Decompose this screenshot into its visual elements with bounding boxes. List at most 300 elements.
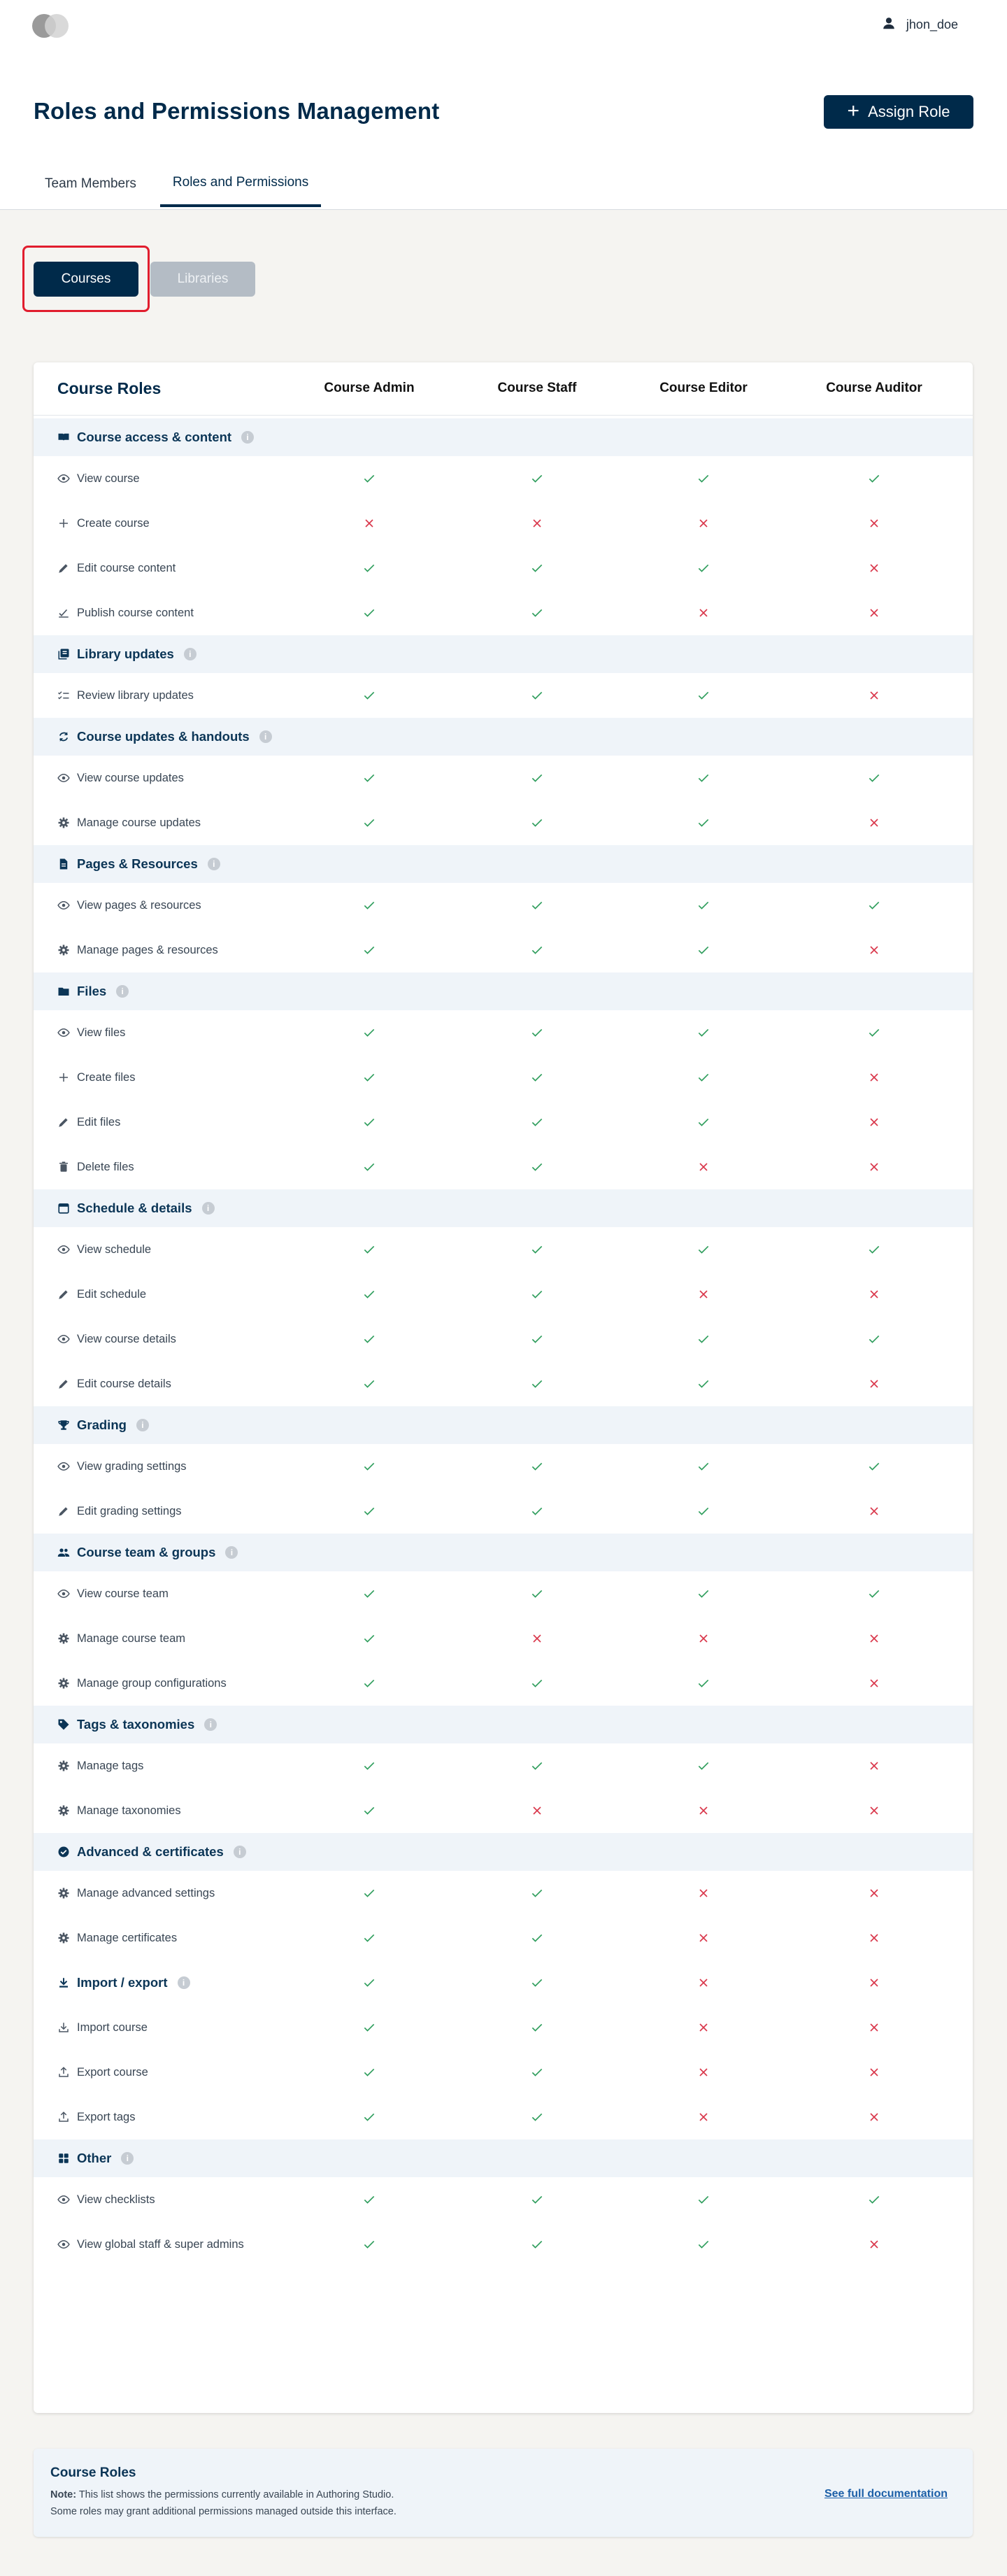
check-icon	[523, 756, 551, 800]
permission-text: Create files	[77, 1070, 136, 1084]
permission-label	[57, 1661, 227, 1706]
permission-row	[34, 800, 973, 845]
check-icon	[523, 2222, 551, 2267]
check-icon	[860, 1571, 888, 1616]
check-icon	[523, 1100, 551, 1145]
check-icon	[355, 1571, 383, 1616]
cross-icon	[860, 546, 888, 590]
table-header	[34, 362, 973, 416]
cross-icon	[860, 1145, 888, 1189]
permission-label	[57, 1227, 151, 1272]
check-icon	[355, 800, 383, 845]
permission-text: Review library updates	[77, 688, 194, 702]
category-text: Schedule & details	[77, 1201, 192, 1215]
check-icon	[690, 2222, 717, 2267]
permission-label	[57, 590, 194, 635]
check-icon	[355, 756, 383, 800]
calendar-icon	[57, 1202, 70, 1215]
assign-role-button[interactable]	[824, 95, 973, 129]
permission-label	[57, 928, 218, 972]
export-icon	[57, 2066, 70, 2079]
check-icon	[523, 1361, 551, 1406]
check-icon	[523, 2095, 551, 2139]
cross-icon	[860, 2095, 888, 2139]
permissions-table	[34, 362, 973, 2413]
permission-text: View course updates	[77, 771, 184, 784]
permission-row	[34, 2005, 973, 2050]
check-icon	[355, 456, 383, 501]
logo[interactable]	[32, 14, 71, 36]
check-icon	[523, 1272, 551, 1317]
permission-text: Manage course team	[77, 1632, 186, 1645]
permission-row	[34, 546, 973, 590]
check-icon	[523, 1227, 551, 1272]
cross-icon	[860, 1272, 888, 1317]
user-menu[interactable]	[881, 15, 958, 34]
library-icon	[57, 648, 70, 660]
cross-icon	[860, 1100, 888, 1145]
permission-row	[34, 2095, 973, 2139]
tab-roles-and-permissions[interactable]: Roles and Permissions	[160, 161, 321, 207]
check-icon	[860, 456, 888, 501]
category-text: Files	[77, 984, 107, 998]
category-text: Pages & Resources	[77, 856, 198, 871]
category-text: Course team & groups	[77, 1545, 216, 1559]
check-icon	[690, 756, 717, 800]
cross-icon	[690, 1788, 717, 1833]
check-icon	[690, 928, 717, 972]
permission-row	[34, 1743, 973, 1788]
eye-icon	[57, 2238, 70, 2251]
permission-label	[57, 1361, 171, 1406]
cross-icon	[860, 1788, 888, 1833]
check-icon	[690, 1055, 717, 1100]
category-label	[57, 718, 272, 756]
check-icon	[690, 1010, 717, 1055]
permission-row	[34, 1361, 973, 1406]
permission-label	[57, 673, 194, 718]
permission-text: Import course	[77, 2021, 148, 2034]
permission-text: Manage course updates	[77, 816, 201, 829]
permission-row	[34, 883, 973, 928]
check-icon	[690, 1743, 717, 1788]
note-text-1: This list shows the permissions currently available in Authoring Studio.	[76, 2489, 394, 2500]
check-icon	[523, 1571, 551, 1616]
documentation-link[interactable]: See full documentation	[824, 2488, 948, 2500]
info-icon[interactable]: i	[184, 648, 197, 660]
permission-label	[57, 1010, 125, 1055]
column-header-course-editor: Course Editor	[659, 381, 748, 395]
category-label	[57, 418, 254, 456]
cross-icon	[860, 928, 888, 972]
permission-text: Edit course details	[77, 1377, 171, 1390]
eye-icon	[57, 899, 70, 912]
check-icon	[523, 1444, 551, 1489]
info-icon[interactable]: i	[208, 858, 220, 870]
check-icon	[523, 1317, 551, 1361]
cross-icon	[690, 1145, 717, 1189]
check-icon	[355, 1871, 383, 1916]
permission-label	[57, 1145, 134, 1189]
permission-label	[57, 1916, 177, 1960]
check-icon	[523, 2005, 551, 2050]
category-text: Grading	[77, 1417, 127, 1432]
check-icon	[355, 1361, 383, 1406]
category-row	[34, 418, 973, 456]
permission-text: Manage tags	[77, 1759, 144, 1772]
permission-row	[34, 1916, 973, 1960]
permission-row	[34, 1616, 973, 1661]
gear-icon	[57, 1804, 70, 1817]
category-row	[34, 972, 973, 1010]
column-header-course-staff: Course Staff	[497, 381, 577, 395]
check-icon	[690, 800, 717, 845]
permission-label	[57, 756, 184, 800]
permission-text: View course details	[77, 1332, 176, 1345]
cross-icon	[860, 2050, 888, 2095]
column-header-course-auditor: Course Auditor	[826, 381, 922, 395]
permission-text: View course team	[77, 1587, 169, 1600]
check-icon	[355, 1661, 383, 1706]
permission-text: Manage certificates	[77, 1931, 178, 1944]
plus-icon	[57, 1071, 70, 1084]
document-icon	[57, 858, 70, 870]
cross-icon	[690, 1916, 717, 1960]
cross-icon	[860, 800, 888, 845]
user-icon	[881, 15, 897, 34]
permission-row	[34, 1010, 973, 1055]
check-icon	[860, 756, 888, 800]
check-icon	[355, 1444, 383, 1489]
permission-label	[57, 456, 140, 501]
permission-text: Create course	[77, 516, 150, 530]
cross-icon	[860, 501, 888, 546]
courses-toggle-button[interactable]: Courses	[34, 262, 138, 297]
check-icon	[355, 546, 383, 590]
check-icon	[690, 883, 717, 928]
check-icon	[355, 1489, 383, 1534]
cross-icon	[860, 2005, 888, 2050]
permission-text: Edit course content	[77, 561, 176, 574]
check-icon	[523, 456, 551, 501]
info-note	[34, 2449, 973, 2537]
category-row	[34, 1833, 973, 1871]
permission-text: Delete files	[77, 1160, 134, 1173]
export-icon	[57, 2111, 70, 2123]
permission-text: View checklists	[77, 2193, 155, 2206]
check-icon	[523, 590, 551, 635]
permission-text: View schedule	[77, 1243, 152, 1256]
check-icon	[355, 2222, 383, 2267]
check-icon	[355, 2095, 383, 2139]
permission-label	[57, 1616, 185, 1661]
cross-icon	[860, 1489, 888, 1534]
info-icon[interactable]: i	[178, 1976, 190, 1989]
check-icon	[523, 1489, 551, 1534]
category-row	[34, 1706, 973, 1743]
category-text: Course updates & handouts	[77, 729, 250, 744]
permission-row	[34, 456, 973, 501]
top-header	[0, 0, 1007, 210]
permission-label	[57, 1444, 187, 1489]
permission-label	[57, 2222, 244, 2267]
permission-row	[34, 1871, 973, 1916]
check-icon	[355, 1788, 383, 1833]
category-label	[57, 845, 220, 883]
check-icon	[523, 1145, 551, 1189]
permission-text: Import / export	[77, 1975, 168, 1990]
permission-label	[57, 1272, 146, 1317]
permission-row	[34, 2222, 973, 2267]
eye-icon	[57, 1026, 70, 1039]
check-icon	[355, 1960, 383, 2005]
check-icon	[355, 1010, 383, 1055]
check-icon	[523, 800, 551, 845]
checklist-icon	[57, 689, 70, 702]
folder-icon	[57, 985, 70, 998]
grid-icon	[57, 2152, 70, 2165]
pencil-icon	[57, 1288, 70, 1301]
cross-icon	[860, 2222, 888, 2267]
page-title: Roles and Permissions Management	[34, 98, 440, 124]
cross-icon	[860, 1916, 888, 1960]
permission-row	[34, 1317, 973, 1361]
permission-label	[57, 2050, 148, 2095]
cross-icon	[860, 1743, 888, 1788]
permission-label	[57, 546, 176, 590]
check-icon	[690, 1489, 717, 1534]
check-icon	[355, 928, 383, 972]
pencil-icon	[57, 1116, 70, 1128]
permission-label	[57, 1960, 190, 2005]
category-row	[34, 718, 973, 756]
check-icon	[355, 1743, 383, 1788]
plus-icon	[57, 517, 70, 530]
cross-icon	[860, 590, 888, 635]
eye-icon	[57, 2193, 70, 2206]
cross-icon	[690, 2005, 717, 2050]
info-icon[interactable]: i	[204, 1718, 217, 1731]
permission-label	[57, 1571, 169, 1616]
check-icon	[860, 1010, 888, 1055]
permission-text: View pages & resources	[77, 898, 201, 912]
info-icon[interactable]: i	[121, 2152, 134, 2165]
check-icon	[355, 2005, 383, 2050]
assign-role-label: Assign Role	[868, 103, 950, 120]
permission-label	[57, 2005, 148, 2050]
check-icon	[355, 1145, 383, 1189]
permission-text: Edit grading settings	[77, 1504, 182, 1517]
category-row	[34, 1189, 973, 1227]
cross-icon	[690, 2050, 717, 2095]
check-icon	[690, 546, 717, 590]
category-label	[57, 1706, 217, 1743]
permission-row	[34, 756, 973, 800]
permission-text: Export course	[77, 2065, 148, 2079]
category-label	[57, 972, 129, 1010]
permission-row	[34, 2050, 973, 2095]
check-icon	[355, 1272, 383, 1317]
tag-icon	[57, 1718, 70, 1731]
check-icon	[355, 2050, 383, 2095]
refresh-icon	[57, 730, 70, 743]
permission-text: Publish course content	[77, 606, 194, 619]
category-row	[34, 635, 973, 673]
check-icon	[355, 1100, 383, 1145]
eye-icon	[57, 1460, 70, 1473]
cross-icon	[523, 501, 551, 546]
permission-text: Manage advanced settings	[77, 1886, 215, 1899]
check-icon	[523, 2177, 551, 2222]
plus-icon: +	[847, 99, 860, 122]
category-row	[34, 1534, 973, 1571]
gear-icon	[57, 1632, 70, 1645]
category-row	[34, 1406, 973, 1444]
check-icon	[523, 1055, 551, 1100]
permission-row	[34, 1145, 973, 1189]
cross-icon	[860, 1661, 888, 1706]
check-icon	[860, 1317, 888, 1361]
check-icon	[523, 546, 551, 590]
cross-icon	[690, 1960, 717, 2005]
permission-row	[34, 1055, 973, 1100]
permission-row	[34, 501, 973, 546]
import-icon	[57, 2021, 70, 2034]
badge-check-icon	[57, 1846, 70, 1858]
permission-label	[57, 1871, 215, 1916]
permission-label	[57, 1489, 182, 1534]
info-icon[interactable]: i	[116, 985, 129, 998]
permission-text: Manage group configurations	[77, 1676, 227, 1690]
permission-row	[34, 1489, 973, 1534]
pencil-icon	[57, 1378, 70, 1390]
permission-text: Edit files	[77, 1115, 121, 1128]
category-row	[34, 2139, 973, 2177]
cross-icon	[860, 1871, 888, 1916]
cross-icon	[690, 501, 717, 546]
eye-icon	[57, 1243, 70, 1256]
check-icon	[355, 1616, 383, 1661]
check-icon	[690, 1444, 717, 1489]
check-icon	[860, 1227, 888, 1272]
publish-icon	[57, 607, 70, 619]
cross-icon	[860, 1616, 888, 1661]
check-icon	[860, 883, 888, 928]
check-icon	[523, 1871, 551, 1916]
people-icon	[57, 1546, 70, 1559]
info-icon[interactable]: i	[241, 431, 254, 444]
gear-icon	[57, 1932, 70, 1944]
check-icon	[523, 1661, 551, 1706]
permission-text: Edit schedule	[77, 1287, 147, 1301]
permission-text: Export tags	[77, 2110, 136, 2123]
check-icon	[690, 456, 717, 501]
note-line-2: Some roles may grant additional permissions managed outside this interface.	[50, 2506, 397, 2517]
permission-label	[57, 1317, 176, 1361]
eye-icon	[57, 1587, 70, 1600]
gear-icon	[57, 816, 70, 829]
note-line-1	[50, 2489, 394, 2500]
permission-label	[57, 883, 201, 928]
category-text: Course access & content	[77, 430, 232, 444]
info-icon[interactable]: i	[202, 1202, 215, 1215]
gear-icon	[57, 1887, 70, 1899]
info-icon[interactable]: i	[259, 730, 272, 743]
gear-icon	[57, 1760, 70, 1772]
category-text: Other	[77, 2151, 112, 2165]
permission-row	[34, 1272, 973, 1317]
cross-icon	[690, 1871, 717, 1916]
permission-row	[34, 1227, 973, 1272]
check-icon	[355, 1317, 383, 1361]
permission-text: View global staff & super admins	[77, 2237, 244, 2251]
check-icon	[523, 1743, 551, 1788]
check-icon	[860, 2177, 888, 2222]
eye-icon	[57, 472, 70, 485]
info-icon[interactable]: i	[225, 1546, 238, 1559]
check-icon	[523, 673, 551, 718]
permission-label	[57, 1743, 143, 1788]
category-text: Tags & taxonomies	[77, 1717, 195, 1732]
cross-icon	[523, 1788, 551, 1833]
cross-icon	[355, 501, 383, 546]
check-icon	[690, 1571, 717, 1616]
info-icon[interactable]: i	[234, 1846, 246, 1858]
permission-row	[34, 1960, 973, 2005]
permission-label	[57, 1100, 120, 1145]
gear-icon	[57, 1677, 70, 1690]
note-title: Course Roles	[50, 2465, 136, 2480]
username: jhon_doe	[906, 17, 958, 31]
permission-label	[57, 1055, 135, 1100]
category-label	[57, 1406, 149, 1444]
info-icon[interactable]: i	[136, 1419, 149, 1431]
check-icon	[355, 1227, 383, 1272]
category-text: Library updates	[77, 646, 174, 661]
cross-icon	[690, 2095, 717, 2139]
permission-label	[57, 2177, 155, 2222]
tabs	[32, 161, 332, 207]
book-icon	[57, 431, 70, 444]
check-icon	[523, 928, 551, 972]
check-icon	[523, 2050, 551, 2095]
check-icon	[690, 1361, 717, 1406]
permission-label	[57, 800, 201, 845]
category-label	[57, 1833, 246, 1871]
check-icon	[355, 673, 383, 718]
category-text: Advanced & certificates	[77, 1844, 224, 1859]
cross-icon	[860, 1960, 888, 2005]
cross-icon	[860, 1361, 888, 1406]
check-icon	[355, 590, 383, 635]
category-label	[57, 1189, 215, 1227]
permission-label	[57, 2095, 135, 2139]
check-icon	[690, 1100, 717, 1145]
check-icon	[523, 1010, 551, 1055]
check-icon	[860, 1444, 888, 1489]
permission-label	[57, 1788, 181, 1833]
permission-row	[34, 1444, 973, 1489]
check-icon	[523, 883, 551, 928]
permission-row	[34, 2177, 973, 2222]
note-prefix: Note:	[50, 2489, 77, 2500]
permission-row	[34, 1100, 973, 1145]
gear-icon	[57, 944, 70, 956]
check-icon	[355, 1916, 383, 1960]
check-icon	[523, 1960, 551, 2005]
tab-team-members[interactable]: Team Members	[45, 176, 136, 191]
libraries-toggle-button[interactable]: Libraries	[150, 262, 255, 297]
